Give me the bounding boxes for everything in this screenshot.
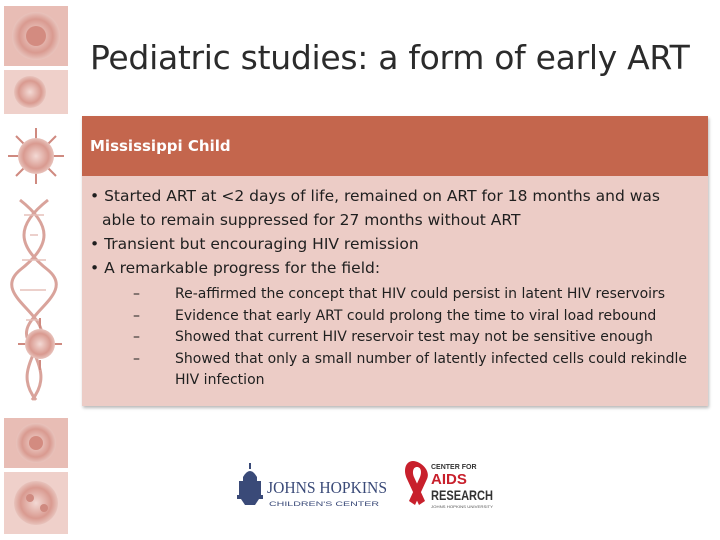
awareness-ribbon-icon [405, 461, 428, 505]
dome-building-icon [237, 463, 263, 505]
cfar-university-text: JOHNS HOPKINS UNIVERSITY [431, 504, 494, 509]
virus-dna-illustration [0, 0, 72, 540]
bullet-item: • Started ART at <2 days of life, remained on ART for 18 months and was able to remain suppressed for 27 months without ART [90, 187, 661, 229]
dash-marker: – [133, 307, 140, 324]
card-header [82, 116, 708, 176]
sub-bullet-text: Evidence that early ART could prolong the time to viral load rebound [175, 307, 657, 324]
cfar-research-text: RESEARCH [431, 487, 493, 503]
sub-bullet-text: Showed that only a small number of latently infected cells could rekindle HIV infection [175, 350, 687, 388]
jhu-name-text: JOHNS HOPKINS [267, 478, 387, 497]
logos-svg [235, 455, 505, 527]
sub-bullet-item [82, 327, 708, 349]
bullet-item: • Transient but encouraging HIV remission [90, 235, 419, 253]
bullet-list [82, 184, 708, 280]
cfar-logo [405, 461, 493, 509]
sub-bullet-item [82, 349, 708, 392]
sub-bullet-item [82, 284, 708, 306]
cfar-aids-text: AIDS [431, 471, 467, 488]
sub-bullet-text: Re-affirmed the concept that HIV could persist in latent HIV reservoirs [175, 286, 666, 302]
sub-bullet-list [82, 284, 708, 392]
cfar-line1-text: CENTER FOR [431, 464, 477, 471]
dash-marker: – [133, 350, 140, 367]
slide-title: Pediatric studies: a form of early ART [90, 38, 690, 77]
dash-marker: – [133, 286, 140, 302]
sub-bullet-text: Showed that current HIV reservoir test may not be sensitive enough [175, 329, 653, 345]
johns-hopkins-childrens-center-logo [237, 463, 387, 508]
bullet-item: • A remarkable progress for the field: [90, 259, 381, 277]
jhu-subtitle-text: CHILDREN'S CENTER [269, 501, 380, 508]
content-card [82, 116, 708, 406]
decorative-sidebar-image [0, 0, 72, 540]
dash-marker: – [133, 329, 140, 345]
card-header-label: Mississippi Child [90, 137, 231, 155]
sub-bullet-item [82, 306, 708, 328]
logo-bar [235, 455, 505, 527]
